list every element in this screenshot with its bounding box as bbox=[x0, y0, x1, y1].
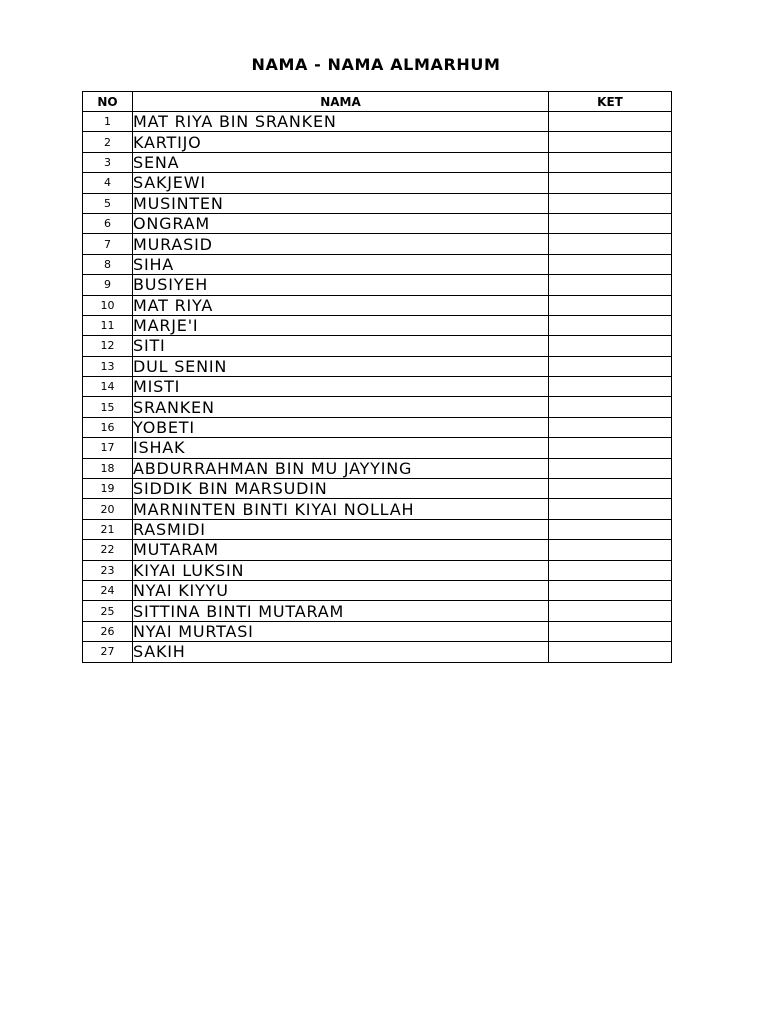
row-name: ONGRAM bbox=[133, 213, 549, 233]
row-remark bbox=[549, 417, 672, 437]
row-name: MARNINTEN BINTI KIYAI NOLLAH bbox=[133, 499, 549, 519]
row-number: 6 bbox=[83, 213, 133, 233]
table-row bbox=[83, 458, 672, 478]
row-number: 26 bbox=[83, 621, 133, 641]
row-remark bbox=[549, 601, 672, 621]
table-row bbox=[83, 601, 672, 621]
row-name: SRANKEN bbox=[133, 397, 549, 417]
table-row bbox=[83, 417, 672, 437]
table-row bbox=[83, 356, 672, 376]
table-row bbox=[83, 295, 672, 315]
row-number: 25 bbox=[83, 601, 133, 621]
table-row bbox=[83, 642, 672, 662]
row-number: 23 bbox=[83, 560, 133, 580]
row-name: MAT RIYA BIN SRANKEN bbox=[133, 112, 549, 132]
row-name: KIYAI LUKSIN bbox=[133, 560, 549, 580]
row-remark bbox=[549, 234, 672, 254]
row-number: 4 bbox=[83, 173, 133, 193]
table-row bbox=[83, 193, 672, 213]
table-row bbox=[83, 173, 672, 193]
row-remark bbox=[549, 519, 672, 539]
row-number: 15 bbox=[83, 397, 133, 417]
names-table bbox=[82, 91, 672, 663]
row-number: 17 bbox=[83, 438, 133, 458]
row-number: 3 bbox=[83, 152, 133, 172]
row-remark bbox=[549, 213, 672, 233]
table-body bbox=[83, 112, 672, 663]
row-remark bbox=[549, 642, 672, 662]
row-name: SIHA bbox=[133, 254, 549, 274]
row-name: SAKJEWI bbox=[133, 173, 549, 193]
row-remark bbox=[549, 621, 672, 641]
row-remark bbox=[549, 275, 672, 295]
row-name: NYAI KIYYU bbox=[133, 580, 549, 600]
row-remark bbox=[549, 499, 672, 519]
table-row bbox=[83, 519, 672, 539]
row-number: 22 bbox=[83, 540, 133, 560]
row-number: 7 bbox=[83, 234, 133, 254]
row-name: BUSIYEH bbox=[133, 275, 549, 295]
row-number: 9 bbox=[83, 275, 133, 295]
row-name: SIDDIK BIN MARSUDIN bbox=[133, 479, 549, 499]
table-row bbox=[83, 132, 672, 152]
row-name: ABDURRAHMAN BIN MU JAYYING bbox=[133, 458, 549, 478]
row-number: 21 bbox=[83, 519, 133, 539]
row-name: NYAI MURTASI bbox=[133, 621, 549, 641]
table-row bbox=[83, 315, 672, 335]
row-name: KARTIJO bbox=[133, 132, 549, 152]
table-row bbox=[83, 580, 672, 600]
table-row bbox=[83, 479, 672, 499]
row-name: ISHAK bbox=[133, 438, 549, 458]
row-number: 5 bbox=[83, 193, 133, 213]
row-number: 12 bbox=[83, 336, 133, 356]
table-header-row bbox=[83, 92, 672, 112]
row-number: 14 bbox=[83, 377, 133, 397]
row-number: 13 bbox=[83, 356, 133, 376]
row-remark bbox=[549, 152, 672, 172]
row-remark bbox=[549, 193, 672, 213]
row-number: 16 bbox=[83, 417, 133, 437]
row-remark bbox=[549, 397, 672, 417]
row-remark bbox=[549, 336, 672, 356]
row-name: MAT RIYA bbox=[133, 295, 549, 315]
row-number: 20 bbox=[83, 499, 133, 519]
row-remark bbox=[549, 458, 672, 478]
row-number: 18 bbox=[83, 458, 133, 478]
header-no: NO bbox=[83, 92, 133, 112]
row-name: SITI bbox=[133, 336, 549, 356]
row-number: 10 bbox=[83, 295, 133, 315]
row-name: MUTARAM bbox=[133, 540, 549, 560]
row-number: 19 bbox=[83, 479, 133, 499]
row-remark bbox=[549, 356, 672, 376]
row-remark bbox=[549, 540, 672, 560]
table-row bbox=[83, 152, 672, 172]
row-remark bbox=[549, 173, 672, 193]
row-name: SITTINA BINTI MUTARAM bbox=[133, 601, 549, 621]
row-name: SAKIH bbox=[133, 642, 549, 662]
row-name: RASMIDI bbox=[133, 519, 549, 539]
header-nama: NAMA bbox=[133, 92, 549, 112]
row-remark bbox=[549, 560, 672, 580]
row-name: MISTI bbox=[133, 377, 549, 397]
table-row bbox=[83, 112, 672, 132]
row-number: 27 bbox=[83, 642, 133, 662]
row-remark bbox=[549, 132, 672, 152]
row-number: 8 bbox=[83, 254, 133, 274]
row-remark bbox=[549, 479, 672, 499]
table-row bbox=[83, 499, 672, 519]
row-name: YOBETI bbox=[133, 417, 549, 437]
table-row bbox=[83, 560, 672, 580]
row-remark bbox=[549, 580, 672, 600]
row-name: DUL SENIN bbox=[133, 356, 549, 376]
row-number: 1 bbox=[83, 112, 133, 132]
table-row bbox=[83, 438, 672, 458]
row-name: SENA bbox=[133, 152, 549, 172]
row-remark bbox=[549, 438, 672, 458]
row-remark bbox=[549, 254, 672, 274]
row-remark bbox=[549, 377, 672, 397]
table-row bbox=[83, 377, 672, 397]
table-row bbox=[83, 234, 672, 254]
row-remark bbox=[549, 112, 672, 132]
row-number: 2 bbox=[83, 132, 133, 152]
row-remark bbox=[549, 315, 672, 335]
table-row bbox=[83, 336, 672, 356]
row-number: 24 bbox=[83, 580, 133, 600]
row-number: 11 bbox=[83, 315, 133, 335]
table-row bbox=[83, 213, 672, 233]
table-row bbox=[83, 254, 672, 274]
table-row bbox=[83, 540, 672, 560]
document-title: NAMA - NAMA ALMARHUM bbox=[251, 55, 501, 74]
row-name: MARJE'I bbox=[133, 315, 549, 335]
row-name: MURASID bbox=[133, 234, 549, 254]
row-name: MUSINTEN bbox=[133, 193, 549, 213]
table-row bbox=[83, 275, 672, 295]
table-row bbox=[83, 621, 672, 641]
table-row bbox=[83, 397, 672, 417]
row-remark bbox=[549, 295, 672, 315]
header-ket: KET bbox=[549, 92, 672, 112]
